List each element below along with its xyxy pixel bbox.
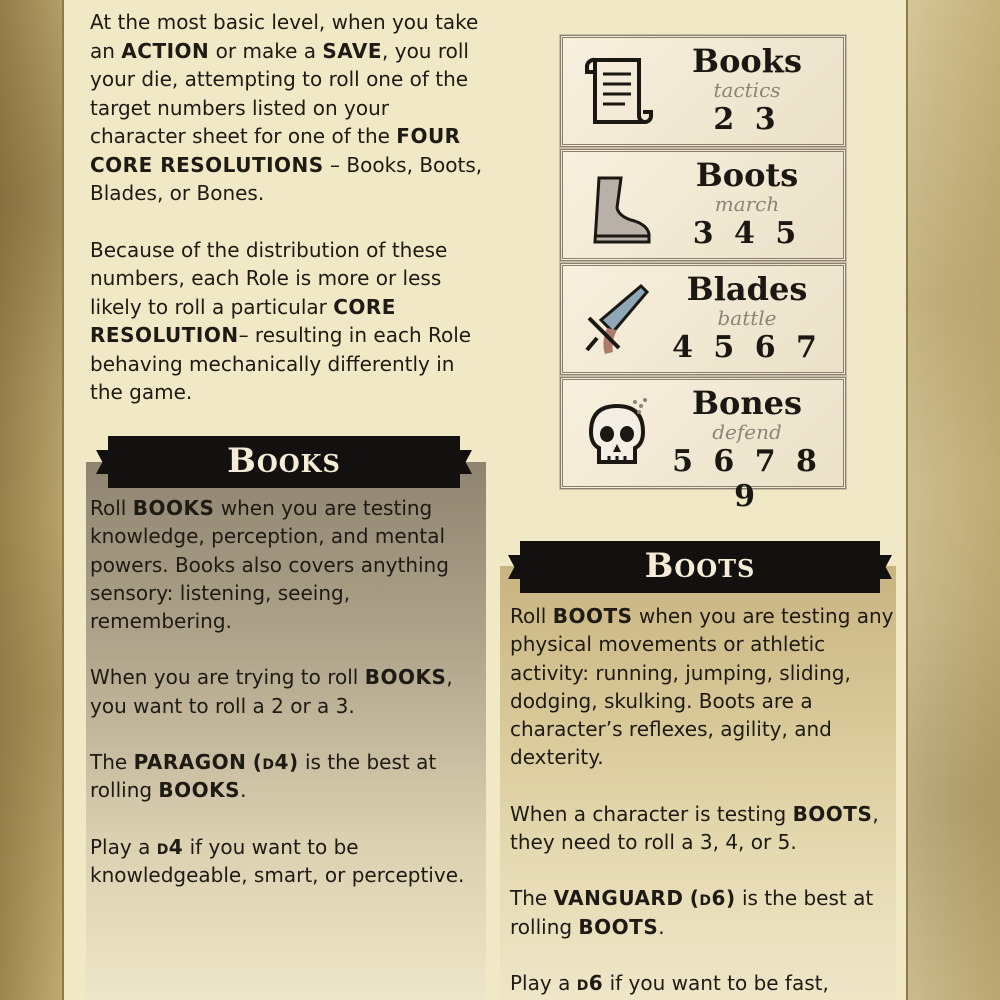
emphasis-term: ACTION <box>121 38 210 63</box>
text-run: , you roll your die, attempting to roll one of the target numbers listed on your character sheet for one of the <box>90 38 469 148</box>
text-run: is the best at rolling <box>90 750 437 803</box>
resolution-numbers: 3 4 5 <box>692 216 802 251</box>
text-run: if you want to be knowledgeable, smart, or perceptive. <box>90 834 465 887</box>
resolution-verb: tactics <box>713 78 781 102</box>
intro-paragraph-2 <box>90 236 490 407</box>
text-run: Because of the distribution of these numbers, each Role is more or less likely to roll a particular <box>90 237 448 319</box>
resolution-numbers: 4 5 6 7 <box>672 330 822 365</box>
text-run: if you want to be fast, <box>603 970 829 995</box>
books-section-text <box>90 494 485 917</box>
books-paragraph <box>90 748 485 805</box>
emphasis-term: FOUR CORE RESOLUTIONS <box>90 124 461 177</box>
emphasis-term: BOOTS <box>578 914 659 939</box>
text-run: , you want to roll a 2 or a 3. <box>90 665 453 718</box>
parchment-border-right <box>908 0 1000 1000</box>
emphasis-term: PARAGON <box>133 750 247 775</box>
boots-paragraph <box>510 800 900 857</box>
boots-paragraph <box>510 884 900 941</box>
emphasis-term: (d4) <box>252 750 299 775</box>
boots-section-text <box>510 602 900 1000</box>
text-run: – Books, Boots, Blades, or Bones. <box>90 152 483 205</box>
resolution-name: Bones <box>691 384 803 422</box>
books-paragraph <box>90 663 485 720</box>
emphasis-term: BOOKS <box>158 778 241 803</box>
resolution-verb: battle <box>717 306 777 330</box>
resolution-name: Blades <box>686 270 808 308</box>
text-run: The <box>510 886 554 911</box>
emphasis-term: d6 <box>576 970 604 995</box>
emphasis-term: VANGUARD <box>553 886 684 911</box>
boots-section-heading: Boots <box>520 541 880 593</box>
text-run: , they need to roll a 3, 4, or 5. <box>510 801 879 855</box>
boots-paragraph <box>510 969 900 997</box>
text-run: – resulting in each Role behaving mechanically differently in the game. <box>90 323 472 404</box>
resolution-card-books <box>560 35 846 147</box>
intro-text <box>90 8 490 435</box>
resolution-numbers: 2 3 <box>713 102 781 137</box>
text-run: Roll <box>90 496 133 520</box>
resolution-name: Boots <box>695 156 799 194</box>
text-run: Play a <box>510 970 577 995</box>
parchment-border-left <box>0 0 62 1000</box>
text-run: is the best at rolling <box>510 886 874 939</box>
emphasis-term: d4 <box>156 834 184 859</box>
resolution-card-bones <box>560 377 846 514</box>
books-section-heading: Books <box>108 436 460 488</box>
emphasis-term: BOOKS <box>364 665 447 690</box>
text-run: when you are testing any physical movements or athletic activity: running, jumping, sliding, dodging, skulking. Boots are a character’s reflexes, agility, and dexterity. <box>510 604 894 770</box>
resolution-verb: defend <box>712 420 782 444</box>
resolution-card-blades <box>560 263 846 375</box>
text-run: Play a <box>90 834 157 859</box>
text-run: or make a <box>209 38 323 63</box>
emphasis-term: (d6) <box>689 886 736 911</box>
text-run: Roll <box>510 604 553 628</box>
emphasis-term: BOOTS <box>552 604 633 628</box>
resolution-card-boots <box>560 149 846 261</box>
skull-icon <box>577 392 657 476</box>
scroll-icon <box>577 50 657 134</box>
emphasis-term: BOOTS <box>792 801 873 826</box>
text-run: When you are trying to roll <box>90 665 365 690</box>
text-run: The <box>90 750 134 775</box>
resolution-name: Books <box>692 42 802 80</box>
text-run: . <box>658 914 665 939</box>
sword-icon <box>577 278 657 362</box>
emphasis-term: BOOKS <box>132 496 215 520</box>
emphasis-term: CORE RESOLUTION <box>90 294 396 347</box>
boots-paragraph <box>510 602 900 772</box>
text-run: when you are testing knowledge, perception, and mental powers. Books also covers anything sensory: listening, seeing, remembering. <box>90 496 449 634</box>
emphasis-term: SAVE <box>322 38 383 63</box>
books-paragraph <box>90 494 485 635</box>
text-run: . <box>240 778 247 803</box>
core-resolutions-list <box>560 35 846 514</box>
text-run: At the most basic level, when you take an <box>90 10 479 63</box>
text-run: When a character is testing <box>510 801 793 826</box>
resolution-verb: march <box>714 192 780 216</box>
resolution-numbers: 5 6 7 8 9 <box>672 444 822 514</box>
intro-paragraph-1 <box>90 8 490 208</box>
books-paragraph <box>90 833 485 890</box>
boot-icon <box>577 164 657 248</box>
